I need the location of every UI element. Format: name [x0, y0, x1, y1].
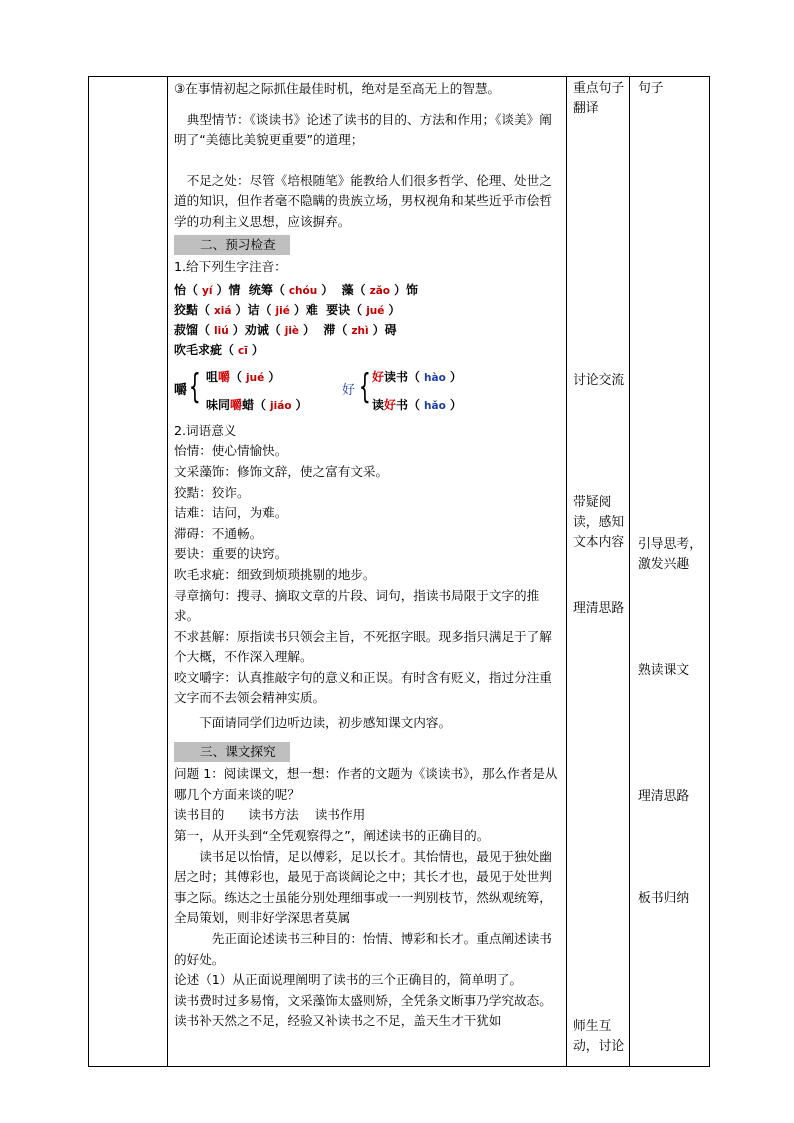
pinyin-word: ）碍: [372, 322, 397, 337]
pinyin-answer: liú: [214, 324, 229, 337]
pinyin-word: 狡黠（: [174, 302, 211, 317]
activity-doubt-read: 带疑阅读，感知文本内容: [573, 495, 625, 550]
pinyin-word: ）饰: [394, 282, 419, 297]
vocab-item: 不求甚解：原指读书只领会主旨，不死抠字眼。现多指只满足于了解个大概，不作深入理解。: [174, 628, 552, 665]
pinyin-answer: cī: [238, 344, 248, 357]
analysis-paragraph: 先正面论述读书三种目的：怡情、博彩和长才。重点阐述读书的好处。: [174, 931, 552, 967]
pinyin-answer: jiè: [284, 324, 300, 337]
wisdom-line: ③在事情初起之际抓住最佳时机，绝对是至高无上的智慧。: [174, 81, 501, 96]
argument-1: 论述（1）从正面说理阐明了读书的三个正确目的，简单明了。: [174, 972, 523, 988]
intent-read-text: 熟读课文: [638, 663, 690, 678]
vocab-item: 文采藻饰：修饰文辞，使之富有文采。: [174, 463, 389, 479]
text-paragraph-2: 读书费时过多易惰，文采藻饰太盛则矫，全凭条文断事乃学究故态。读书补天然之不足，经验又补读书之不足，盖天生才干犹如: [174, 992, 552, 1029]
poly-char-jue: 嚼: [174, 382, 188, 398]
intent-clarify: 理清思路: [638, 789, 690, 804]
vocab-item: 要诀：重要的诀窍。: [174, 546, 288, 562]
vocab-item: 吹毛求疵：细致到烦琐挑剔的地步。: [174, 566, 376, 582]
poly-word-duhaoshu: 读好书（ hǎo ）: [372, 397, 462, 412]
vocab-list: [174, 441, 562, 709]
pinyin-answer: chóu: [288, 284, 318, 297]
intent-cell: [630, 77, 710, 1067]
typical-plot: 典型情节：《谈读书》论述了读书的目的、方法和作用；《谈美》阐明了“美德比美貌更重要”的道理；: [174, 111, 552, 148]
section-heading-preview: 二、预习检查: [174, 235, 290, 256]
activity-discuss: 讨论交流: [573, 373, 625, 388]
activity-key-sentence: 重点句子翻译: [573, 81, 625, 116]
question-1: 问题 1：阅读课文，想一想：作者的文题为《谈读书》，那么作者是从哪几个方面来谈的呢？: [174, 766, 558, 802]
poly-word-weitongjiaola: 味同嚼蜡（ jiáo ）: [206, 397, 308, 412]
vocab-item: 咬文嚼字：认真推敲字句的意义和正误。有时含有贬义，指过分注重文字而不去领会精神实质。: [174, 669, 552, 706]
pinyin-row: [174, 301, 562, 321]
vocab-item: 诘难：诘问，为难。: [174, 505, 288, 521]
pinyin-row: [174, 281, 562, 301]
pinyin-answer: zǎo: [369, 284, 390, 297]
question-vocab: 2.词语意义: [174, 422, 237, 438]
polyphonic-chars: [174, 365, 562, 417]
pinyin-word: 怡（: [174, 282, 199, 297]
brace-icon: {: [358, 366, 371, 407]
pinyin-answer: yí: [202, 284, 213, 297]
activity-clarify: 理清思路: [573, 601, 625, 616]
vocab-item: 怡情：使心情愉快。: [174, 443, 288, 459]
vocab-item: 寻章摘句：搜寻、摘取文章的片段、词句，指读书局限于文字的推求。: [174, 587, 540, 624]
pinyin-word: ） 藻（: [321, 282, 366, 297]
brace-icon: {: [188, 366, 201, 407]
question-pinyin: 1.给下列生字注音：: [174, 259, 287, 275]
blank-column: [89, 77, 168, 1067]
vocab-item: 狡黠：狡诈。: [174, 484, 250, 500]
pinyin-word: 吹毛求疵（: [174, 342, 235, 357]
shortcoming: 不足之处：尽管《培根随笔》能教给人们很多哲学、伦理、处世之道的知识，但作者毫不隐瞒的贵族立场，男权视角和某些近乎市侩哲学的功利主义思想，应该摒弃。: [174, 172, 552, 229]
part-1: 第一，从开头到“全凭观察得之”，阐述读书的正确目的。: [174, 828, 490, 844]
section-heading-explore: 三、课文探究: [174, 742, 290, 763]
pinyin-answer: zhì: [351, 324, 369, 337]
pinyin-word: ）: [251, 342, 264, 357]
poly-word-jujue: 咀嚼（ jué ）: [206, 369, 281, 384]
text-paragraph-1: 读书足以怡情，足以傅彩，足以长才。其怡情也，最见于独处幽居之时；其傅彩也，最见于高谈阔论之中；其长才也，最见于处世判事之际。练达之士虽能分别处理细事或一一判别枝节，然纵观统筹，全局策划，则非好学深思者莫属: [174, 848, 552, 926]
lesson-plan-table: [88, 76, 710, 1067]
pinyin-exercise: [174, 281, 562, 361]
listen-instruction: 下面请同学们边听边读，初步感知课文内容。: [199, 715, 452, 731]
intent-guide: 引导思考，激发兴趣: [638, 537, 702, 572]
pinyin-word: ） 滞（: [303, 322, 348, 337]
vocab-item: 滞碍：不通畅。: [174, 525, 263, 541]
activity-interact: 师生互动，讨论: [573, 1019, 625, 1054]
intent-board: 板书归纳: [638, 891, 690, 906]
poly-word-haodushu: 好读书（ hào ）: [372, 369, 462, 384]
intent-sentence: 句子: [638, 81, 664, 96]
aspects-line: 读书目的 读书方法 读书作用: [174, 807, 366, 823]
teaching-content-cell: [168, 77, 567, 1067]
pinyin-word: ）诘（: [235, 302, 272, 317]
poly-char-hao: 好: [342, 382, 356, 398]
pinyin-word: ）: [388, 302, 401, 317]
pinyin-word: ）劝诫（: [232, 322, 281, 337]
pinyin-answer: jié: [275, 304, 290, 317]
pinyin-answer: xiá: [214, 304, 232, 317]
activity-cell: [567, 77, 630, 1067]
pinyin-word: ）情 统筹（: [216, 282, 285, 297]
pinyin-row: [174, 341, 562, 361]
pinyin-word: 菽馏（: [174, 322, 211, 337]
pinyin-answer: jué: [366, 304, 385, 317]
teaching-content: [168, 77, 566, 1032]
pinyin-word: ）难 要诀（: [293, 302, 363, 317]
pinyin-row: [174, 321, 562, 341]
